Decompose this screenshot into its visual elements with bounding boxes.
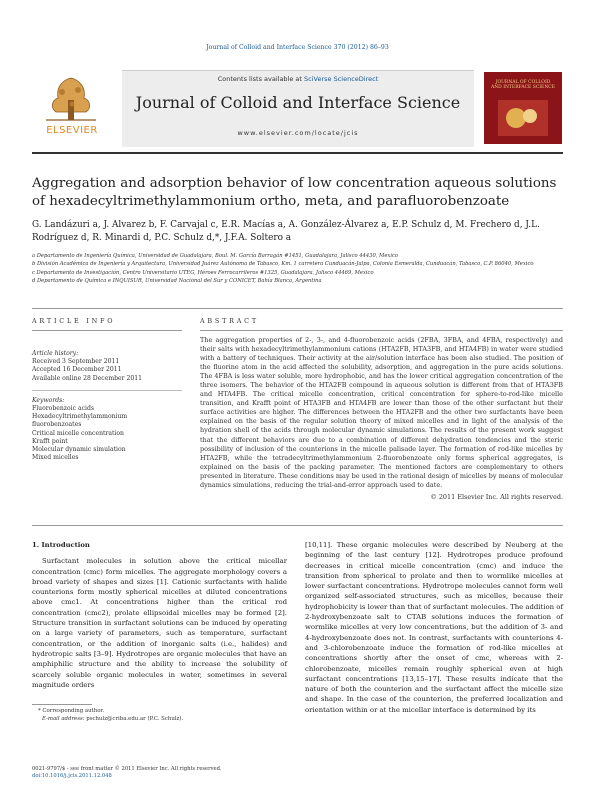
contents-line — [122, 75, 474, 83]
cover-title: JOURNAL OF COLLOID AND INTERFACE SCIENCE — [490, 80, 555, 90]
affiliation-a: a Departamento de Ingeniería Química, Universidad de Guadalajara, Boul. M. García Barragán #1451, Guadalajara, Jalisco 44430, Mexico — [32, 253, 399, 259]
article-title: Aggregation and adsorption behavior of low concentration aqueous solutions of hexadecyltrimethylammonium ortho, meta, and parafluorobenzoate — [32, 176, 557, 209]
sciencedirect-link[interactable]: SciVerse ScienceDirect — [304, 75, 379, 83]
footnote-rule — [32, 704, 92, 705]
abstract-heading: ABSTRACT — [200, 317, 259, 325]
keyword: Mixed micelles — [32, 454, 79, 462]
copyright: © 2011 Elsevier Inc. All rights reserved. — [430, 492, 563, 501]
journal-banner — [122, 70, 474, 147]
publisher-name: ELSEVIER — [46, 125, 98, 136]
article-info-rule — [32, 330, 182, 331]
history-online: Available online 28 December 2011 — [32, 374, 142, 382]
journal-reference[interactable]: Journal of Colloid and Interface Science 370 (2012) 86–93 — [206, 44, 389, 51]
abstract — [200, 336, 563, 502]
keyword: Fluorobenzoic acids — [32, 405, 94, 413]
header-divider — [32, 152, 563, 154]
affil-divider — [32, 308, 563, 309]
journal-title: Journal of Colloid and Interface Science — [135, 93, 461, 112]
cover-art — [498, 100, 548, 136]
keyword: Critical micelle concentration — [32, 429, 124, 437]
abstract-rule — [200, 330, 563, 331]
email-link[interactable]: pschulz@criba.edu.ar — [86, 715, 146, 722]
history-accepted: Accepted 16 December 2011 — [32, 366, 122, 374]
journal-cover — [484, 72, 562, 144]
keywords-label: Keywords: — [32, 396, 65, 404]
history-received: Received 3 September 2011 — [32, 358, 120, 366]
keyword: Hexadecyltrimethylammonium fluorobenzoates — [32, 413, 128, 429]
body-column-right — [305, 540, 563, 715]
email-label: E-mail address: — [42, 715, 87, 722]
contents-prefix: Contents lists available at — [217, 75, 305, 83]
info-divider — [32, 390, 182, 391]
front-matter — [32, 766, 287, 781]
affiliations — [32, 252, 563, 285]
keyword: Molecular dynamic simulation — [32, 446, 126, 454]
body-paragraph: [10,11]. These organic molecules were described by Neuberg at the beginning of the last century [12]. Hydrotropes produce profound decreases in critical micelle concentration (cmc) and induce the transition from spherical to prolate and then to wormlike micelles at lower surfactant concentrations. Hydrotrope molecules cannot form well organized self-associated structures, such as micelles, because their hydrophobicity is lower than that of surfactant molecules. The addition of 2-hydroxybenzoate salt to CTAB solutions induces the formation of wormlike micelles at very low concentrations, but the addition of 3- and 4-hydroxybenzoate does not. In contrast, surfactants with counterions 4- and 3-chlorobenzoate induce the formation of rod-like micelles at concentrations shortly after the onset of cmc, whereas with 2-chlorobenzoate, micelles remain roughly spherical even at high surfactant concentrations [13,15–17]. These results indicate that the nature of both the counterion and the surfactant affect the micelle size and shape. In the case of the counterion, the preferred localization and orientation within or at the micellar interface is determined by its — [305, 541, 563, 714]
doi-link[interactable]: doi:10.1016/j.jcis.2011.12.048 — [32, 773, 112, 780]
journal-homepage[interactable]: www.elsevier.com/locate/jcis — [237, 129, 359, 137]
journal-header — [32, 70, 563, 152]
article-info-heading: ARTICLE INFO — [32, 317, 116, 325]
email-suffix: (P.C. Schulz). — [145, 715, 184, 722]
footnote — [32, 708, 287, 723]
history-label: Article history: — [32, 350, 79, 357]
article-info — [32, 350, 172, 462]
author-list: G. Landázuri a, J. Alvarez b, F. Carvajal c, E.R. Macías a, A. González-Álvarez a, E.P. Schulz d, M. Frechero d, J.L. Rodríguez d, R. Minardi d, P.C. Schulz d,*, J.F.A. Soltero a — [32, 220, 540, 243]
corresponding-author: * Corresponding author. — [38, 708, 105, 714]
abstract-text: The aggregation properties of 2-, 3-, and 4-fluorobenzoic acids (2FBA, 3FBA, and 4FBA, respectively) and their salts with hexadecyltrimethylammonium cations (HTA2FB, HTA3FB, and HTA4FB) in water were studied with a battery of techniques. Their activity at the air/solution interface has been also studied. The position of the fluorine atom in the acid affected the solubility, adsorption, and aggregation in the pure acids solutions. The 4FBA is less water soluble, more hydrophobic, and has the lower critical aggregation concentration of the three isomers. The behavior of the HTA2FB compound in aqueous solution is different from that of HTA3FB and HTA4FB. The critical micelle concentration, critical concentration for sphere-to-rod-like micelle transition, and Krafft point of HTA3FB and HTA4FB are lower than those of the other surfactant but their surface activities are higher. The differences between the HTA2FB and the other two surfactants have been explained on the basis of the regular solution theory of mixed micelles and in light of the analysis of the hydration shell of the acids through molecular dynamic simulations. The results of the present work suggest that the different behaviors are due to a combination of different dehydration tendencies and the steric possibility of inclusion of the counterions in the micelle palisade layer. The formation of rod-like micelles by HTA2FB, while the tetradecyltrimethylammonium 2-fluorobenzoate only forms spherical aggregates, is explained on the basis of the packing parameter. The mentioned factors are complementary to others presented in literature. These conditions may be used in the rational design of micelles by means of molecular dynamics simulations, reducing the trial-and-error approach used to date. — [200, 336, 563, 489]
abstract-bottom-rule — [32, 525, 563, 526]
body-column-left — [32, 540, 287, 690]
affiliation-b: b División Académica de Ingeniería y Arquitectura, Universidad Juárez Autónoma de Tabasco, Km. 1 carretera Cunduacán-Jalpa, Colonia Esmeralda, Cunduacán, Tabasco, C.P. 86040, Mexico — [32, 261, 534, 268]
affiliation-c: c Departamento de Investigación, Centro Universitario UTEG, Héroes Ferrocarrileros #1325, Guadalajara, Jalisco 44469, Mexico — [32, 269, 374, 276]
issn-line: 0021-9797/$ - see front matter © 2011 Elsevier Inc. All rights reserved. — [32, 766, 222, 772]
section-heading: 1. Introduction — [32, 541, 90, 549]
keyword: Krafft point — [32, 437, 68, 445]
body-paragraph: Surfactant molecules in solution above the critical micellar concentration (cmc) form micelles. The aggregate morphology covers a broad variety of shapes and sizes [1]. Cationic surfactants with halide counterions form mostly spherical micelles at diluted concentrations above cmc1. At concentrations higher than the critical rod concentration (cmc2), prolate ellipsoidal micelles may be formed [2]. Structure transition in surfactant solutions can be induced by operating on a large variety of parameters, such as temperature, surfactant concentration, or the addition of inorganic salts (i.e., halides) and hydrotropic salts [3–9]. Hydrotropes are organic molecules that have an amphiphilic structure and the ability to increase the solubility of scarcely soluble organic molecules in water, sometimes in several magnitude orders — [32, 557, 287, 689]
affiliation-d: d Departamento de Química e INQUISUR, Universidad Nacional del Sur y CONICET, Bahía Blanca, Argentina — [32, 277, 322, 284]
